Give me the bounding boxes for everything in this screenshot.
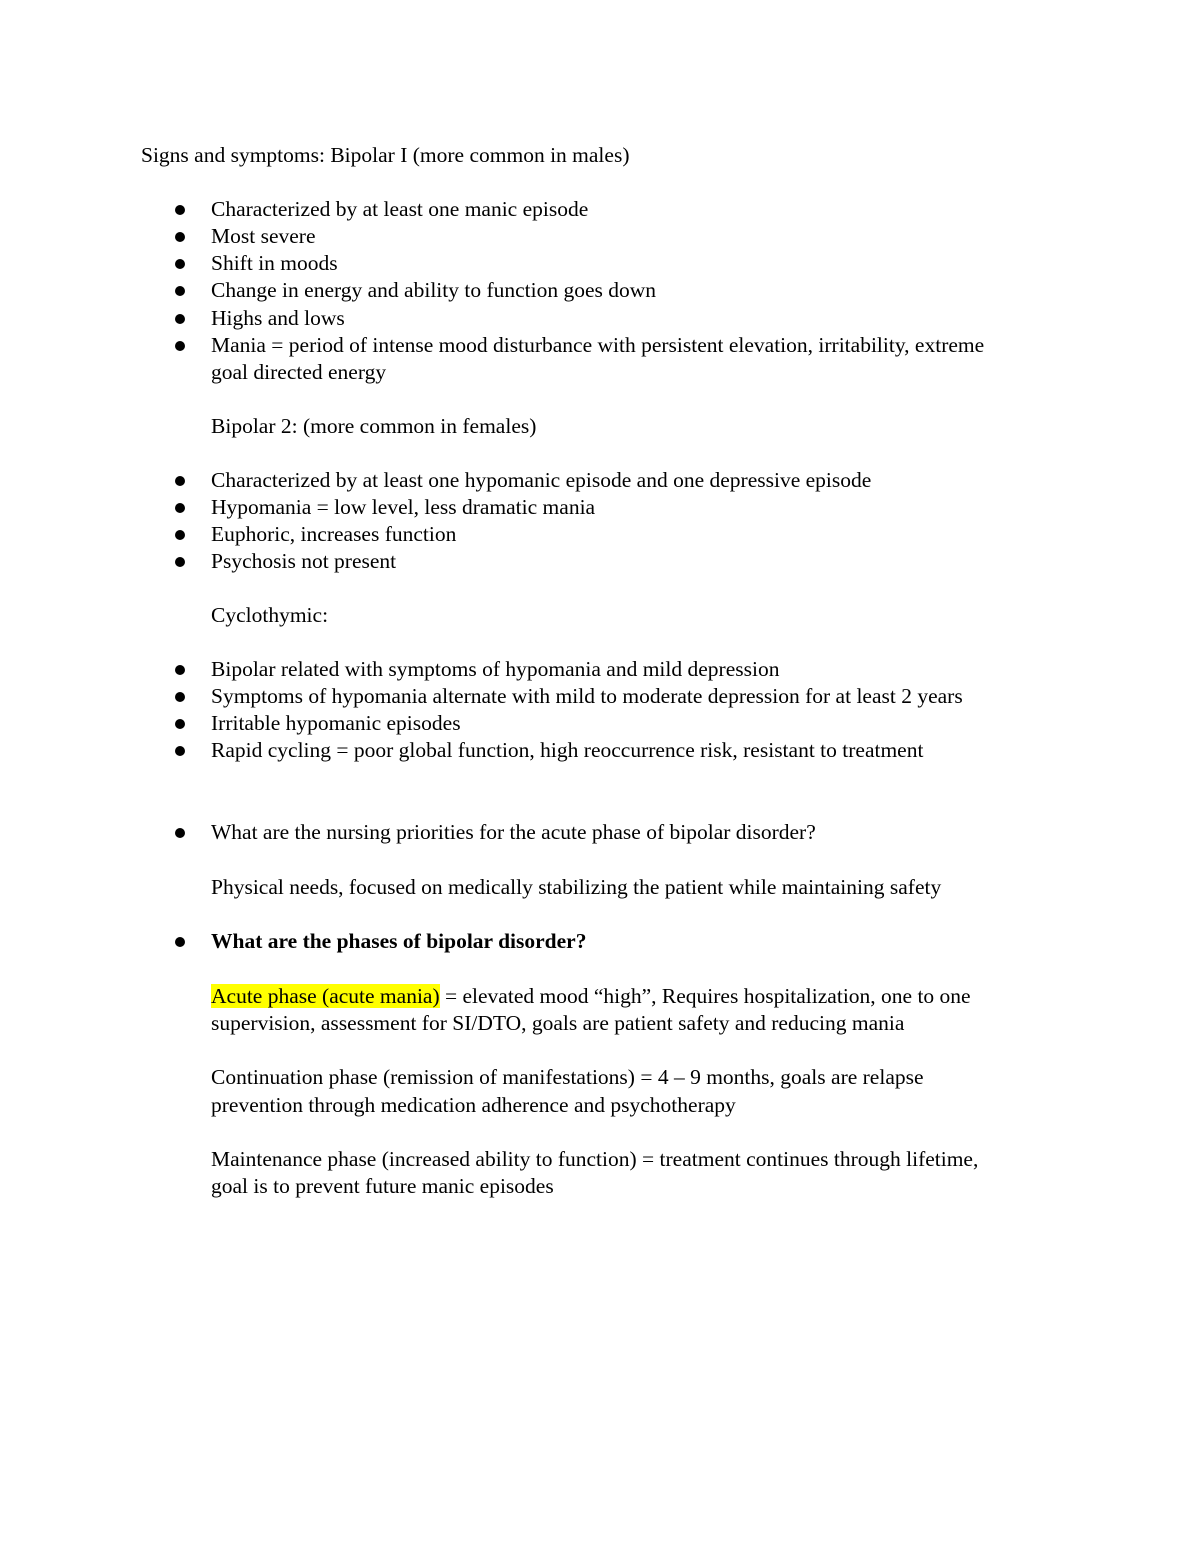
list-item: Rapid cycling = poor global function, high reoccurrence risk, resistant to treatment (211, 738, 924, 762)
bullet-icon (175, 503, 185, 513)
cyclothymic-heading: Cyclothymic: (211, 603, 329, 627)
list-item: Psychosis not present (211, 549, 397, 573)
list-item: Shift in moods (211, 251, 338, 275)
answer-priorities: Physical needs, focused on medically stabilizing the patient while maintaining safety (211, 875, 942, 899)
list-item: Characterized by at least one hypomanic episode and one depressive episode (211, 468, 872, 492)
bullet-icon (175, 286, 185, 296)
list-item: Hypomania = low level, less dramatic mania (211, 495, 596, 519)
acute-phase-text: = elevated mood “high”, Requires hospitalization, one to one (439, 984, 971, 1008)
acute-phase-highlight: Acute phase (acute mania) (211, 984, 440, 1008)
list-item: Mania = period of intense mood disturbance with persistent elevation, irritability, extreme (211, 333, 985, 357)
list-item: Most severe (211, 224, 316, 248)
maintenance-phase-continuation: goal is to prevent future manic episodes (211, 1174, 554, 1198)
bipolar2-heading: Bipolar 2: (more common in females) (211, 414, 537, 438)
bullet-icon (175, 557, 185, 567)
bullet-icon (175, 665, 185, 675)
question-phases: What are the phases of bipolar disorder? (211, 929, 587, 953)
acute-phase-line (211, 983, 971, 1010)
maintenance-phase-line: Maintenance phase (increased ability to function) = treatment continues through lifetime, (211, 1147, 979, 1171)
question-priorities: What are the nursing priorities for the acute phase of bipolar disorder? (211, 820, 816, 844)
bullet-icon (175, 828, 185, 838)
list-item: Symptoms of hypomania alternate with mild to moderate depression for at least 2 years (211, 684, 963, 708)
bullet-icon (175, 719, 185, 729)
bullet-icon (175, 476, 185, 486)
list-item: Highs and lows (211, 306, 345, 330)
list-item-continuation: goal directed energy (211, 360, 387, 384)
list-item: Bipolar related with symptoms of hypomania and mild depression (211, 657, 780, 681)
list-item: Change in energy and ability to function goes down (211, 278, 657, 302)
bullet-icon (175, 530, 185, 540)
bipolar1-heading: Signs and symptoms: Bipolar I (more common in males) (141, 143, 630, 167)
list-item: Euphoric, increases function (211, 522, 457, 546)
bullet-icon (175, 937, 185, 947)
bullet-icon (175, 746, 185, 756)
bullet-icon (175, 259, 185, 269)
bullet-icon (175, 692, 185, 702)
continuation-phase-line: Continuation phase (remission of manifestations) = 4 – 9 months, goals are relapse (211, 1065, 924, 1089)
bullet-icon (175, 314, 185, 324)
acute-phase-continuation: supervision, assessment for SI/DTO, goals are patient safety and reducing mania (211, 1011, 905, 1035)
bullet-icon (175, 341, 185, 351)
bullet-icon (175, 232, 185, 242)
list-item: Characterized by at least one manic episode (211, 197, 589, 221)
list-item: Irritable hypomanic episodes (211, 711, 461, 735)
continuation-phase-continuation: prevention through medication adherence and psychotherapy (211, 1093, 736, 1117)
bullet-icon (175, 205, 185, 215)
